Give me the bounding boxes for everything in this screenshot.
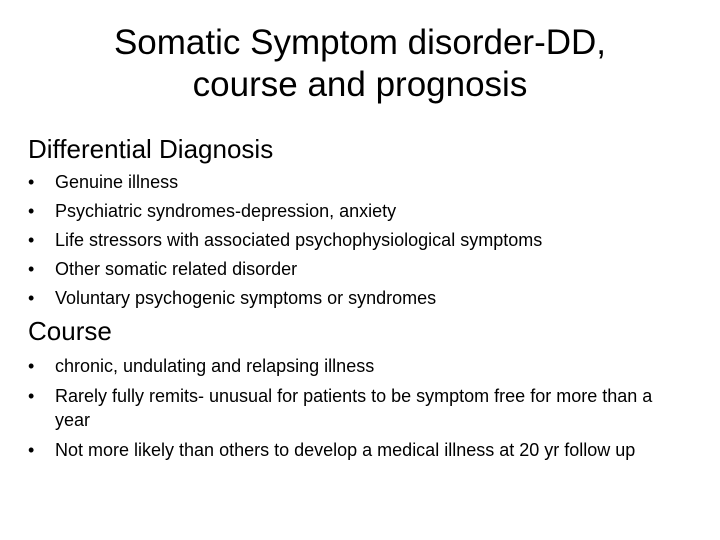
list-item-text: Life stressors with associated psychophysiological symptoms [55,230,543,250]
differential-diagnosis-list [28,170,688,315]
list-item [28,199,688,228]
bullet-icon: • [28,386,35,406]
list-item-text: Genuine illness [55,172,179,192]
list-item-text: Other somatic related disorder [55,259,298,279]
bullet-icon: • [28,288,35,308]
slide-title-line-1: Somatic Symptom disorder-DD, [113,23,607,62]
course-list [28,354,688,468]
bullet-icon: • [28,259,35,279]
list-item [28,257,688,286]
section-heading-differential-diagnosis: Differential Diagnosis [28,134,274,164]
list-item [28,286,688,315]
list-item-text: Rarely fully remits- unusual for patients to be symptom free for more than a year [55,386,653,430]
bullet-icon: • [28,230,35,250]
list-item-text: Not more likely than others to develop a medical illness at 20 yr follow up [55,440,636,460]
bullet-icon: • [28,201,35,221]
bullet-icon: • [28,172,35,192]
section-heading-course: Course [28,316,112,346]
list-item [28,354,688,378]
list-item [28,170,688,199]
list-item [28,384,688,432]
bullet-icon: • [28,356,35,376]
slide-title [40,22,680,106]
list-item [28,438,688,462]
list-item [28,228,688,257]
slide-title-line-2: course and prognosis [192,65,528,104]
list-item-text: Voluntary psychogenic symptoms or syndromes [55,288,437,308]
bullet-icon: • [28,440,35,460]
list-item-text: chronic, undulating and relapsing illness [55,356,375,376]
list-item-text: Psychiatric syndromes-depression, anxiety [55,201,397,221]
